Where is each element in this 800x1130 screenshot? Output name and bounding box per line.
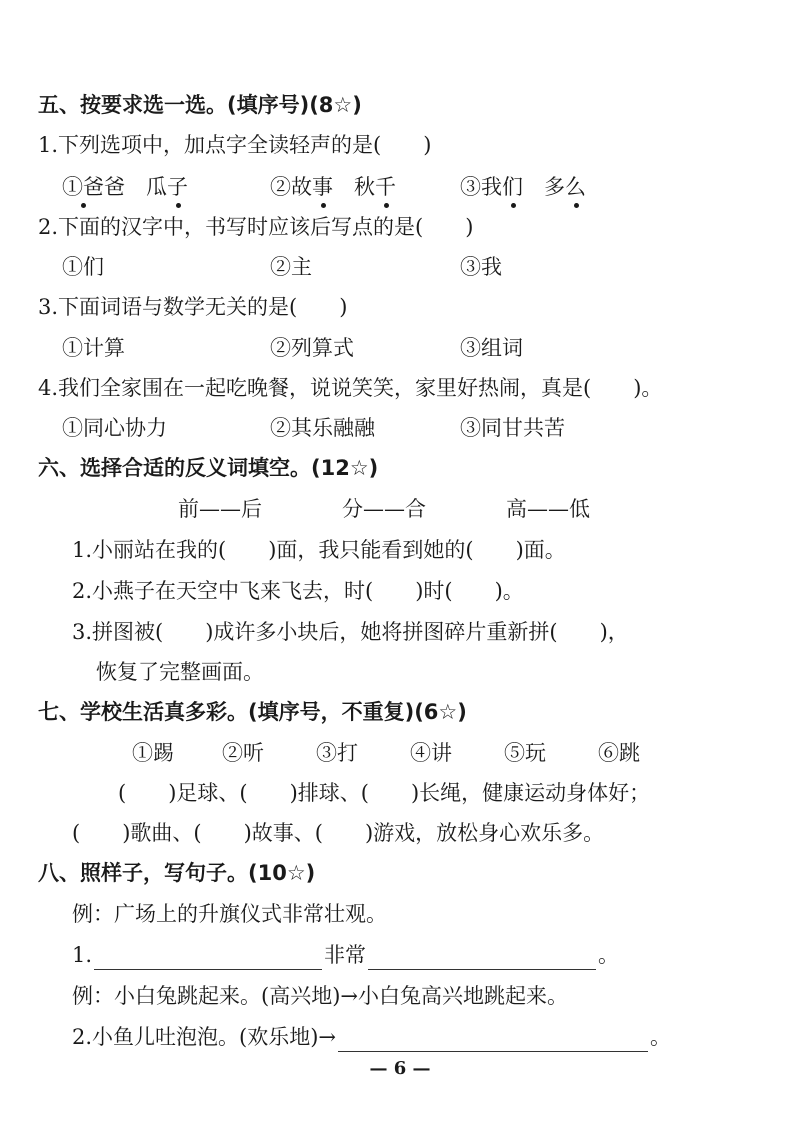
text: 秋: [333, 175, 375, 199]
question-text: 2.小鱼儿吐泡泡。(欢乐地)→: [72, 1025, 337, 1049]
section-7-heading: 七、学校生活真多彩。(填序号，不重复)(6☆): [38, 700, 467, 724]
question-5-3-stem: 3.下面词语与数学无关的是( ): [38, 295, 348, 319]
text: ②故: [270, 175, 312, 199]
question-5-4-option-1: ①同心协力: [62, 416, 167, 440]
question-number: 1.: [72, 943, 93, 967]
section-7-line-2: ( )歌曲、( )故事、( )游戏，放松身心欢乐多。: [72, 821, 605, 845]
word-option-2: ②听: [222, 741, 264, 765]
antonym-pair-1: 前——后: [178, 497, 262, 521]
section-8-heading: 八、照样子，写句子。(10☆): [38, 861, 316, 885]
word-option-1: ①踢: [132, 741, 174, 765]
question-5-4-option-2: ②其乐融融: [270, 416, 375, 440]
question-5-3-option-2: ②列算式: [270, 336, 354, 360]
question-5-4-option-3: ③同甘共苦: [460, 416, 565, 440]
question-5-2-option-3: ③我: [460, 255, 502, 279]
text: 爸: [104, 175, 125, 199]
section-6-sentence-2: 2.小燕子在天空中飞来飞去，时( )时( )。: [72, 579, 524, 603]
question-5-2-stem: 2.下面的汉字中，书写时应该后写点的是( ): [38, 215, 474, 239]
section-6-sentence-3: 3.拼图被( )成许多小块后，她将拼图碎片重新拼( )，: [72, 620, 629, 644]
question-5-1-options: [62, 172, 586, 202]
dotted-text: 么: [565, 172, 586, 202]
dotted-text: 们: [502, 172, 523, 202]
dotted-text: 子: [167, 172, 188, 202]
text: 瓜: [125, 175, 167, 199]
question-text: 非常: [324, 943, 367, 967]
question-8-2: [72, 1022, 671, 1052]
answer-blank-1[interactable]: [94, 947, 322, 970]
answer-blank-2[interactable]: [368, 947, 596, 970]
dotted-text: 千: [375, 172, 396, 202]
question-text: 。: [598, 943, 620, 967]
question-5-3-option-3: ③组词: [460, 336, 523, 360]
section-6-sentence-3-continued: 恢复了完整画面。: [96, 660, 264, 684]
question-8-1: [72, 940, 619, 970]
page-number: — 6 —: [369, 1058, 431, 1079]
dotted-text: 事: [312, 172, 333, 202]
question-5-4-stem: 4.我们全家围在一起吃晚餐，说说笑笑，家里好热闹，真是( )。: [38, 376, 663, 400]
text: 多: [523, 175, 565, 199]
word-option-4: ④讲: [410, 741, 452, 765]
option-2: [270, 172, 396, 202]
section-6-heading: 六、选择合适的反义词填空。(12☆): [38, 456, 379, 480]
antonym-pair-2: 分——合: [342, 497, 426, 521]
word-option-6: ⑥跳: [598, 741, 640, 765]
section-6-sentence-1: 1.小丽站在我的( )面，我只能看到她的( )面。: [72, 538, 566, 562]
dotted-text: ①爸: [62, 172, 104, 202]
word-option-3: ③打: [316, 741, 358, 765]
text: ③我: [460, 175, 502, 199]
question-5-1-stem: 1.下列选项中，加点字全读轻声的是( ): [38, 133, 432, 157]
question-text: 。: [650, 1025, 672, 1049]
question-5-2-option-1: ①们: [62, 255, 104, 279]
question-5-2-option-2: ②主: [270, 255, 312, 279]
section-7-line-1: ( )足球、( )排球、( )长绳，健康运动身体好；: [118, 781, 651, 805]
section-5-heading: 五、按要求选一选。(填序号)(8☆): [38, 93, 362, 117]
antonym-pair-3: 高——低: [506, 497, 590, 521]
option-3: [460, 172, 586, 202]
question-5-3-option-1: ①计算: [62, 336, 125, 360]
example-1: 例：广场上的升旗仪式非常壮观。: [72, 902, 387, 926]
example-2: 例：小白兔跳起来。(高兴地)→小白兔高兴地跳起来。: [72, 984, 568, 1008]
word-option-5: ⑤玩: [504, 741, 546, 765]
option-1: [62, 172, 188, 202]
answer-blank-3[interactable]: [338, 1029, 648, 1052]
